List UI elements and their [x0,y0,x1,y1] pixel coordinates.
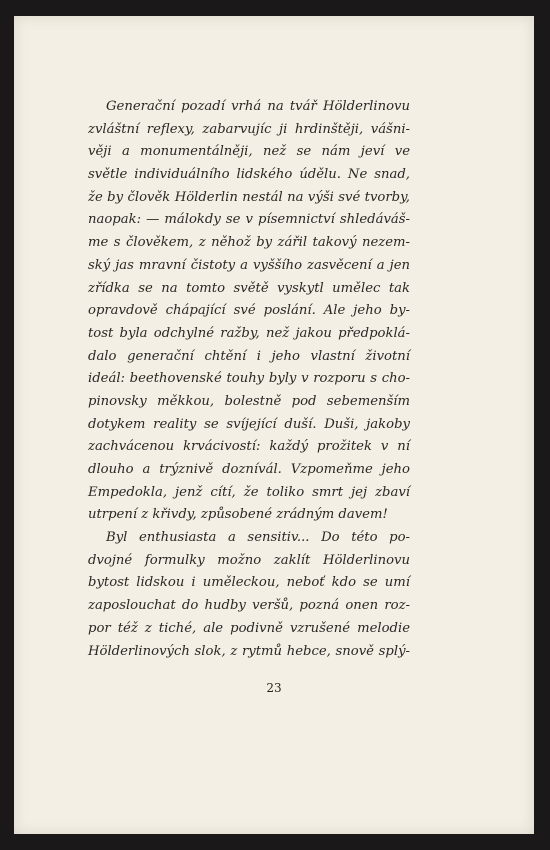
text-line: dotykem reality se svíjející duší. Duši, jakoby [88,416,410,432]
text-line: me s člověkem, z něhož by zářil takový nezem- [88,235,410,251]
text-line: pinovsky měkkou, bolestně pod sebemenším [88,393,410,409]
text-line: Hölderlinových slok, z rytmů hebce, snově splý- [88,643,410,659]
text-line: zřídka se na tomto světě vyskytl umělec tak [88,280,410,296]
text-line: Byl enthusiasta a sensitiv... Do této po- [106,530,410,546]
text-line: bytost lidskou i uměleckou, neboť kdo se umí [88,575,410,591]
body-text [88,96,410,663]
text-line: opravdově chápající své poslání. Ale jeho by- [88,303,410,319]
text-line: světle individuálního lidského údělu. Ne snad, [88,167,410,183]
text-line: utrpení z křivdy, způsobené zrádným davem! [88,507,388,523]
text-line: zaposlouchat do hudby veršů, pozná onen roz- [88,598,410,614]
book-page [14,16,534,834]
text-line: tost byla odchylné ražby, než jakou předpoklá- [88,325,410,341]
text-line: naopak: — málokdy se v písemnictví shledáváš- [88,212,410,228]
text-line: zvláštní reflexy, zabarvujíc ji hrdinštěji, vášni- [88,121,410,137]
text-line: věji a monumentálněji, než se nám jeví ve [88,144,410,160]
text-line: Empedokla, jenž cítí, že toliko smrt jej zbaví [88,484,410,500]
text-line: Generační pozadí vrhá na tvář Hölderlinovu [106,99,410,114]
text-line: že by člověk Hölderlin nestál na výši své tvorby, [88,189,410,205]
text-line: dalo generační chtění i jeho vlastní životní [88,348,410,364]
text-line: ideál: beethovenské touhy byly v rozporu s cho- [88,371,410,387]
page-number: 23 [266,681,282,695]
text-line: zachvácenou krvácivostí: každý prožitek v ní [88,439,410,455]
text-line: dlouho a trýznivě doznívál. Vzpomeňme jeho [88,462,410,477]
text-line: dvojné formulky možno zaklít Hölderlinovu [88,552,410,568]
text-line: por též z tiché, ale podivně vzrušené melodie [88,620,410,636]
text-line: ský jas mravní čistoty a vyššího zasvěcení a jen [88,257,410,273]
